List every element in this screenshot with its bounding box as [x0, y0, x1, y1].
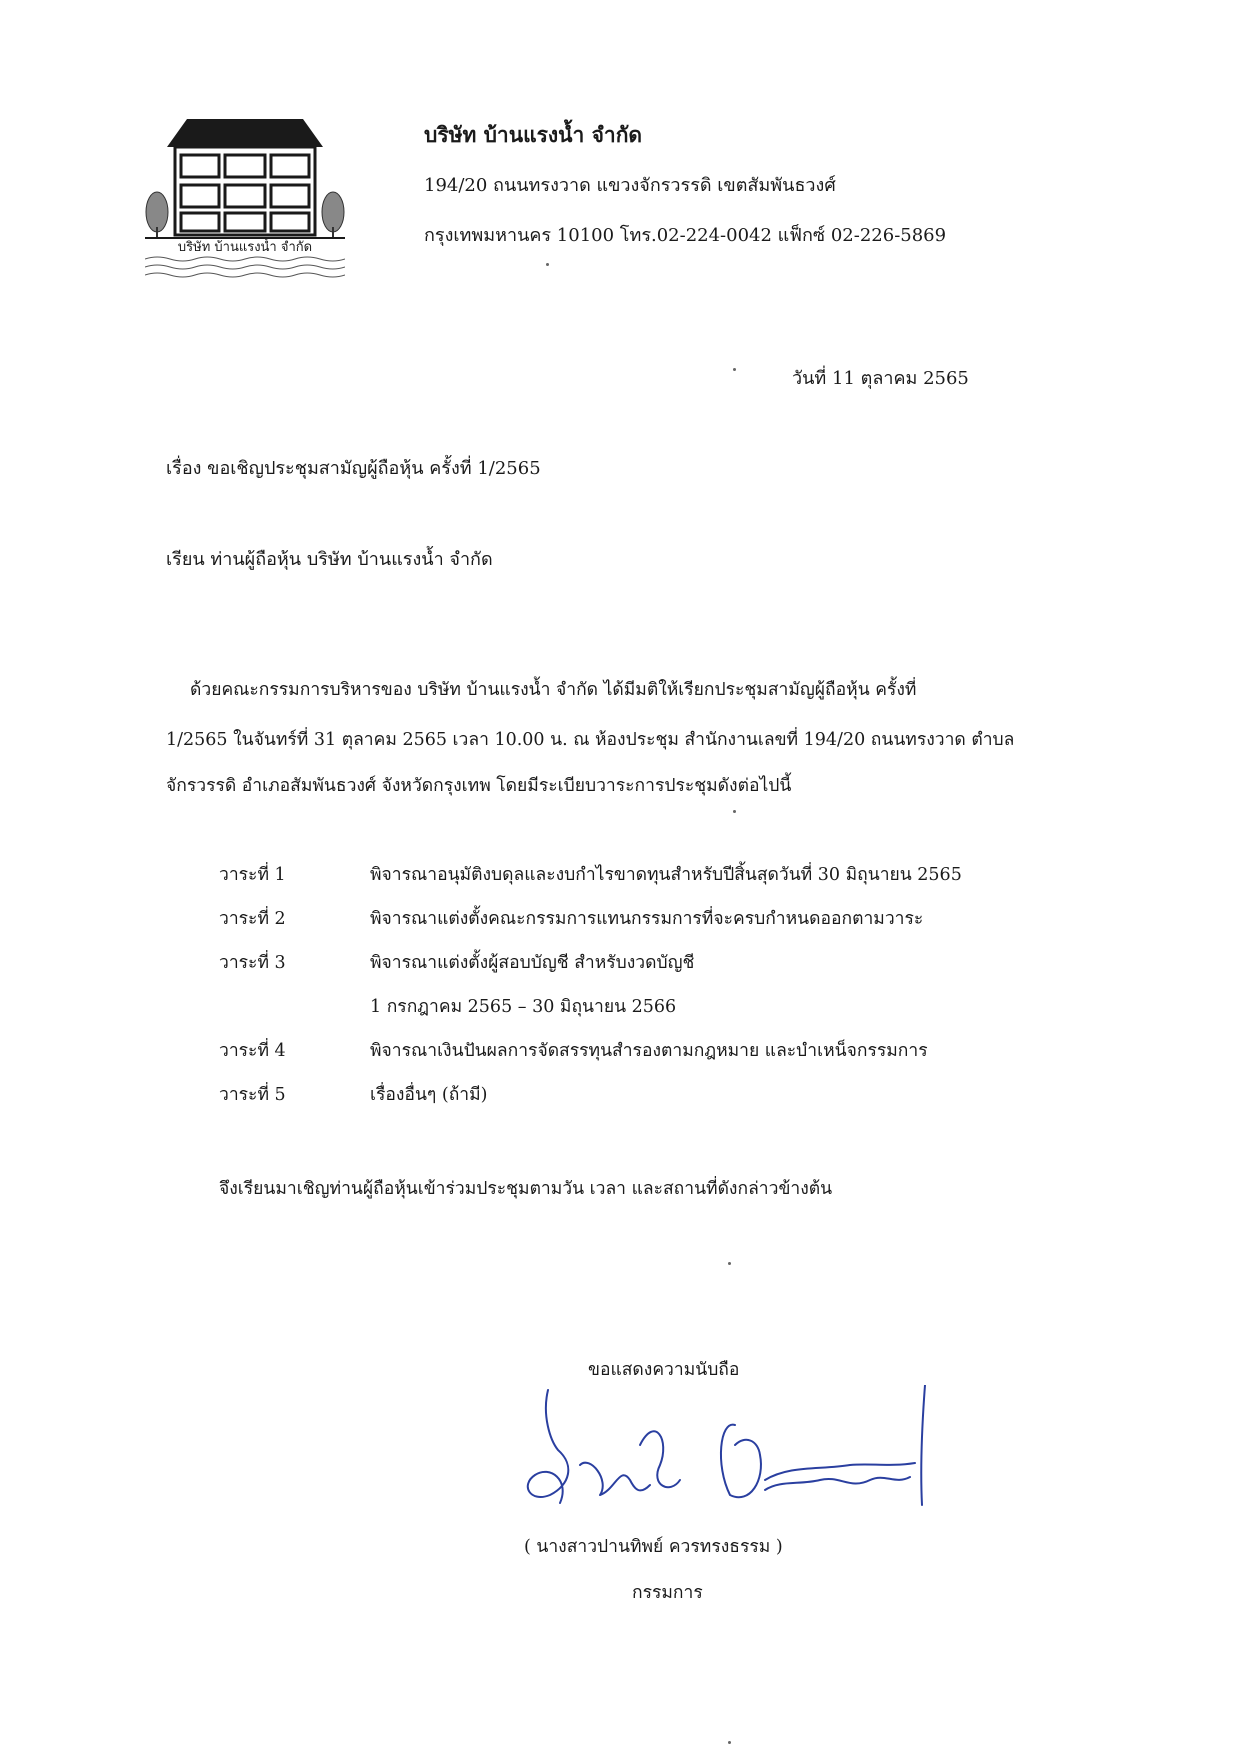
body-paragraph-line3: จักรวรรดิ อำเภอสัมพันธวงศ์ จังหวัดกรุงเทพ โดยมีระเบียบวาระการประชุมดังต่อไปนี้: [166, 776, 792, 796]
agenda-item: [219, 1036, 1119, 1080]
agenda-number: วาระที่ 4: [219, 1041, 286, 1061]
agenda-number: วาระที่ 5: [219, 1085, 286, 1105]
agenda-item: [219, 904, 1119, 948]
agenda-number: วาระที่ 2: [219, 909, 286, 929]
agenda-number: วาระที่ 3: [219, 953, 286, 973]
letter-subject: เรื่อง ขอเชิญประชุมสามัญผู้ถือหุ้น ครั้งที่ 1/2565: [166, 458, 541, 479]
agenda-text: เรื่องอื่นๆ (ถ้ามี): [370, 1085, 488, 1105]
agenda-text: พิจารณาเงินปันผลการจัดสรรทุนสำรองตามกฎหมาย และบำเหน็จกรรมการ: [370, 1041, 928, 1061]
agenda-item-continuation: [219, 992, 1119, 1036]
agenda-list: [219, 860, 1119, 1124]
agenda-number: วาระที่ 1: [219, 865, 286, 885]
signer-position: กรรมการ: [632, 1583, 703, 1603]
scan-speck: [733, 368, 736, 371]
regards-text: ขอแสดงความนับถือ: [588, 1360, 740, 1380]
agenda-text: พิจารณาอนุมัติงบดุลและงบกำไรขาดทุนสำหรับปีสิ้นสุดวันที่ 30 มิถุนายน 2565: [370, 865, 962, 885]
agenda-text: 1 กรกฎาคม 2565 – 30 มิถุนายน 2566: [370, 997, 677, 1017]
agenda-item: [219, 1080, 1119, 1124]
agenda-text: พิจารณาแต่งตั้งผู้สอบบัญชี สำหรับงวดบัญชี: [370, 953, 695, 973]
body-paragraph-line1: ด้วยคณะกรรมการบริหารของ บริษัท บ้านแรงน้ำ จำกัด ได้มีมติให้เรียกประชุมสามัญผู้ถือหุ้น ครั้งที่: [190, 680, 917, 700]
company-address-line2: กรุงเทพมหานคร 10100 โทร.02-224-0042 แฟ็กซ์ 02-226-5869: [424, 225, 947, 246]
agenda-text: พิจารณาแต่งตั้งคณะกรรมการแทนกรรมการที่จะครบกำหนดออกตามวาระ: [370, 909, 924, 929]
company-logo: [145, 117, 345, 279]
closing-paragraph: จึงเรียนมาเชิญท่านผู้ถือหุ้นเข้าร่วมประชุมตามวัน เวลา และสถานที่ดังกล่าวข้างต้น: [219, 1179, 833, 1199]
scan-speck: [728, 1741, 731, 1744]
letter-salutation: เรียน ท่านผู้ถือหุ้น บริษัท บ้านแรงน้ำ จำกัด: [166, 549, 493, 570]
logo-caption: บริษัท บ้านแรงน้ำ จำกัด: [177, 240, 313, 255]
signer-name: ( นางสาวปานทิพย์ ควรทรงธรรม ): [524, 1537, 783, 1557]
scan-speck: [546, 263, 549, 266]
scan-speck: [733, 810, 736, 813]
body-paragraph-line2: 1/2565 ในจันทร์ที่ 31 ตุลาคม 2565 เวลา 10.00 น. ณ ห้องประชุม สำนักงานเลขที่ 194/20 ถนนทรงวาด ตำบล: [166, 730, 1015, 750]
handwritten-signature: [520, 1385, 940, 1515]
company-name: บริษัท บ้านแรงน้ำ จำกัด: [424, 122, 643, 147]
agenda-item: [219, 948, 1119, 992]
scan-speck: [728, 1262, 731, 1265]
letter-date: วันที่ 11 ตุลาคม 2565: [792, 368, 969, 389]
agenda-item: [219, 860, 1119, 904]
company-address-line1: 194/20 ถนนทรงวาด แขวงจักรวรรดิ เขตสัมพันธวงศ์: [424, 175, 836, 196]
